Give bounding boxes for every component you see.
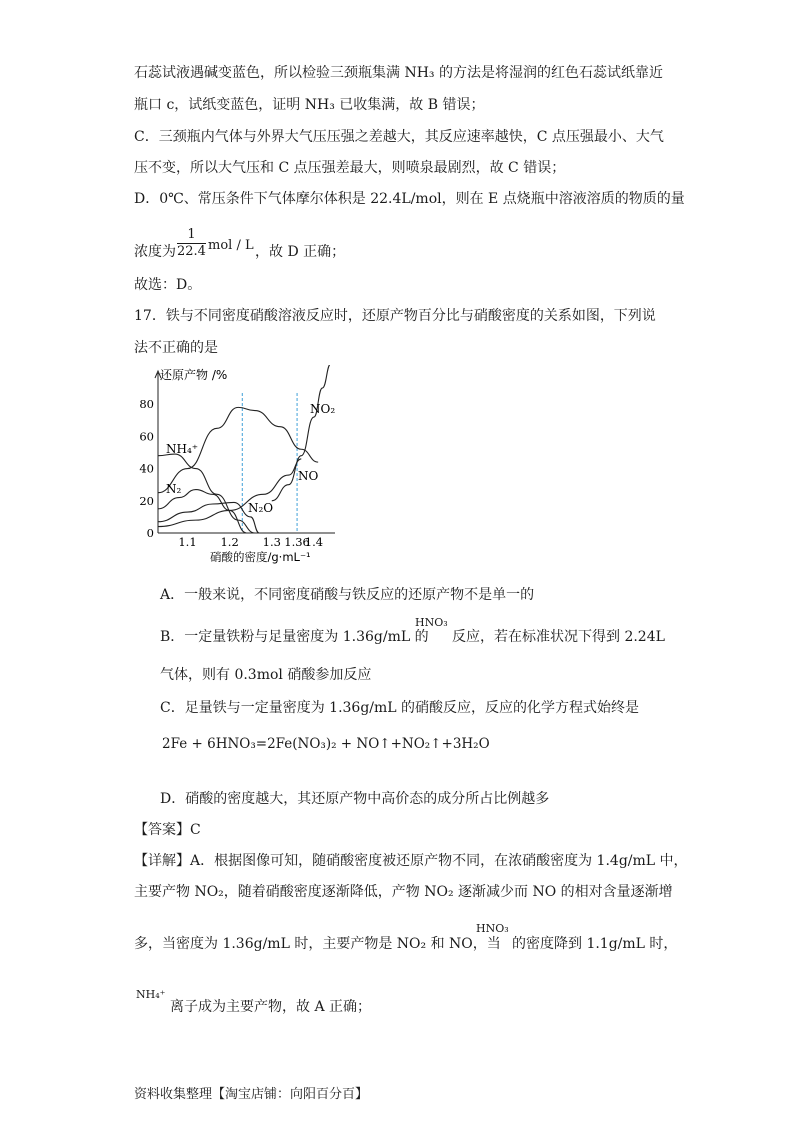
y-tick-label: 0: [146, 526, 154, 540]
footer: 资料收集整理【淘宝店铺：向阳百分百】: [134, 1087, 369, 1102]
reduction-products-chart: [130, 365, 350, 565]
text-line: 瓶口 c，试纸变蓝色，证明 NH₃ 已收集满，故 B 错误；: [134, 97, 485, 113]
fraction-numerator: 1: [177, 227, 206, 244]
y-tick-label: 60: [139, 429, 154, 444]
option-d[interactable]: D．硝酸的密度越大，其还原产物中高价态的成分所占比例越多: [160, 791, 550, 807]
text-line: C．三颈瓶内气体与外界大气压压强之差越大，其反应速率越快，C 点压强最小、大气: [134, 129, 664, 145]
text-line: 石蕊试液遇碱变蓝色，所以检验三颈瓶集满 NH₃ 的方法是将湿润的红色石蕊试纸靠近: [134, 65, 663, 81]
series-line: [158, 490, 247, 533]
answer: 【答案】C: [134, 822, 201, 838]
option-c[interactable]: C．足量铁与一定量密度为 1.36g/mL 的硝酸反应，反应的化学方程式始终是: [160, 700, 640, 716]
fraction-unit: mol / L: [208, 238, 254, 253]
text-line: 压不变，所以大气压和 C 点压强差最大，则喷泉最剧烈，故 C 错误；: [134, 160, 566, 176]
x-tick-label: 1.1: [178, 535, 197, 549]
text-line: ，故 D 正确；: [255, 244, 346, 260]
text-line: D．0℃、常压条件下气体摩尔体积是 22.4L/mol，则在 E 点烧瓶中溶液溶质的物质的量: [134, 191, 685, 207]
question-17-line-1: 17．铁与不同密度硝酸溶液反应时，还原产物百分比与硝酸密度的关系如图，下列说: [134, 308, 656, 324]
series-label: NO: [298, 469, 319, 483]
x-tick-label: 1.3: [262, 535, 281, 549]
series-label: NO₂: [310, 402, 336, 416]
detail-line-3a: 多，当密度为 1.36g/mL 时，主要产物是 NO₂ 和 NO，当: [134, 936, 501, 952]
x-tick-label: 1.4: [304, 535, 324, 549]
y-tick-label: 20: [139, 493, 154, 508]
detail-line-3b: 的密度降到 1.1g/mL 时，: [512, 936, 678, 952]
text-line: 故选：D。: [134, 277, 202, 293]
fraction: [177, 227, 206, 260]
fraction-denominator: 22.4: [177, 244, 206, 259]
nh4-formula: NH₄⁺: [136, 988, 166, 1001]
x-tick-label: 1.2: [220, 535, 239, 549]
option-a[interactable]: A．一般来说，不同密度硝酸与铁反应的还原产物不是单一的: [160, 587, 535, 603]
x-tick-label: 1.36: [284, 535, 310, 549]
hno3-formula: HNO₃: [415, 616, 448, 629]
x-axis-label: 硝酸的密度/g·mL⁻¹: [210, 550, 311, 564]
series-label: N₂: [166, 482, 182, 496]
series-label: N₂O: [248, 501, 274, 515]
y-tick-label: 40: [139, 461, 154, 476]
text-line: 浓度为: [134, 244, 176, 260]
series-label: NH₄⁺: [166, 442, 199, 456]
hno3-formula: HNO₃: [476, 922, 509, 935]
option-b-line-2: 气体，则有 0.3mol 硝酸参加反应: [160, 667, 372, 683]
y-axis-label: 还原产物 /%: [160, 368, 228, 382]
option-b-line-1b: 反应，若在标准状况下得到 2.24L: [452, 629, 665, 645]
y-tick-label: 80: [139, 397, 154, 412]
detail-line-4: 离子成为主要产物，故 A 正确；: [170, 999, 372, 1015]
chemical-equation: 2Fe + 6HNO₃=2Fe(NO₃)₂ + NO↑+NO₂↑+3H₂O: [162, 736, 490, 752]
detail-line-1: 【详解】A．根据图像可知，随硝酸密度被还原产物不同，在浓硝酸密度为 1.4g/mL 中，: [134, 853, 688, 869]
detail-line-2: 主要产物 NO₂，随着硝酸密度逐渐降低，产物 NO₂ 逐渐减少而 NO 的相对含量逐渐增: [134, 884, 673, 900]
question-17-line-2: 法不正确的是: [134, 340, 218, 356]
option-b-line-1a[interactable]: B．一定量铁粉与足量密度为 1.36g/mL 的: [160, 629, 429, 645]
